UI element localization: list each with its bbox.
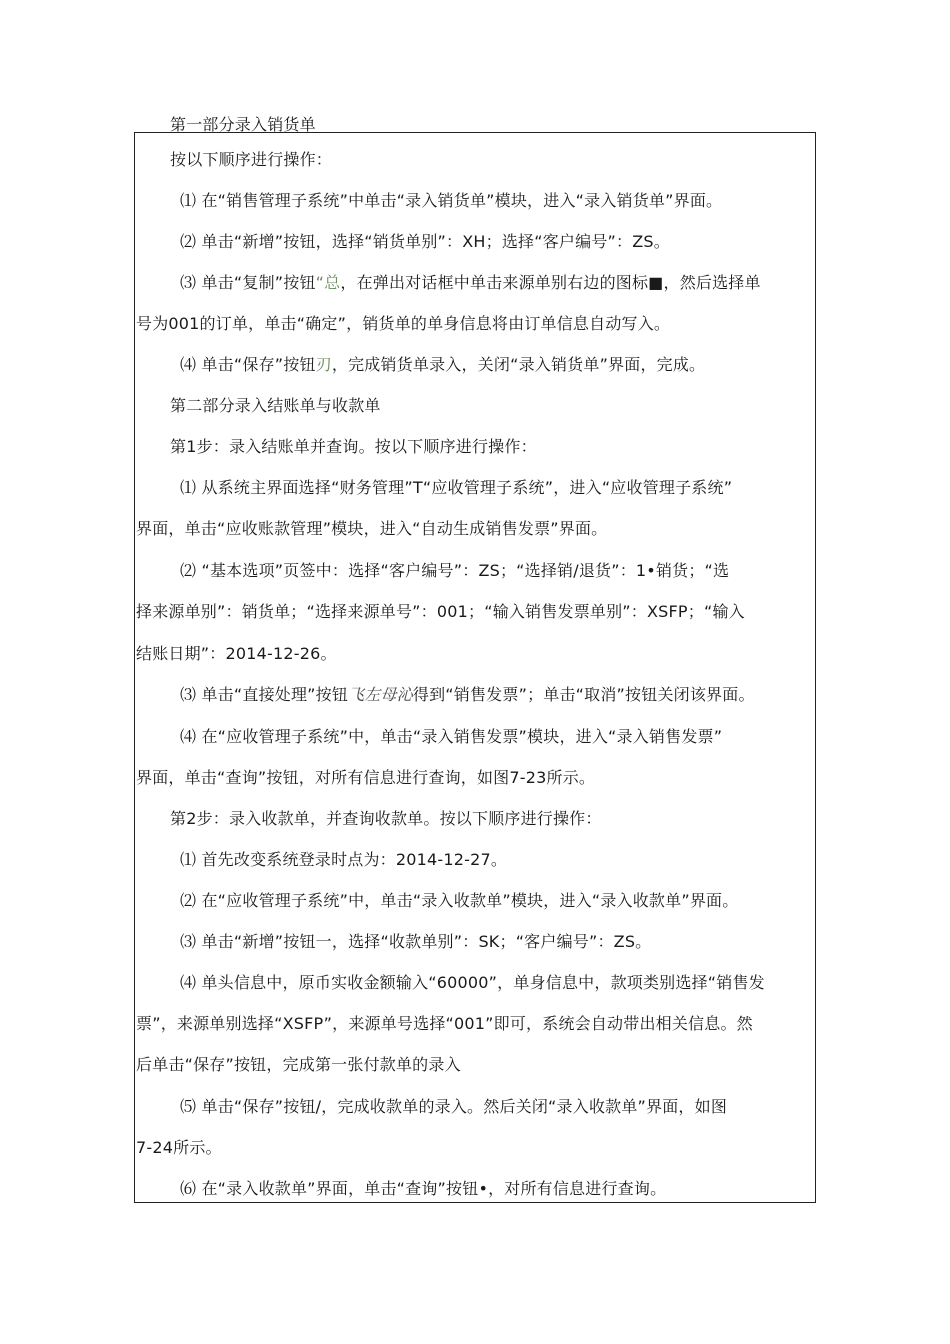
step2-item-4-cont2: 后单击“保存”按钮，完成第一张付款单的录入 bbox=[136, 1055, 461, 1074]
step2-item-3: ⑶ 单击“新增”按钮一，选择“收款单别”：SK；“客户编号”：ZS。 bbox=[180, 932, 652, 951]
step2-item-6: ⑹ 在“录入收款单”界面，单击“查询”按钮•，对所有信息进行查询。 bbox=[180, 1179, 667, 1198]
copy-button-icon: “总 bbox=[315, 273, 341, 292]
step1-item-1-cont: 界面，单击“应收账款管理”模块，进入“自动生成销售发票”界面。 bbox=[136, 519, 608, 538]
part1-step-3-text-b: ，在弹出对话框中单击来源单别右边的图标■，然后选择单 bbox=[340, 273, 761, 292]
part1-step-4-text-a: ⑷ 单击“保存”按钮 bbox=[180, 355, 316, 374]
step2-item-2: ⑵ 在“应收管理子系统”中，单击“录入收款单”模块，进入“录入收款单”界面。 bbox=[180, 891, 739, 910]
step2-item-1: ⑴ 首先改变系统登录时点为：2014-12-27。 bbox=[180, 850, 508, 869]
step2-item-4: ⑷ 单头信息中，原币实收金额输入“60000”，单身信息中，款项类别选择“销售发 bbox=[180, 973, 765, 992]
step1-item-3-text-a: ⑶ 单击“直接处理”按钮 bbox=[180, 685, 349, 704]
step1-item-2-cont: 择来源单别”：销货单；“选择来源单号”：001；“输入销售发票单别”：XSFP；“输入 bbox=[136, 602, 745, 621]
save-button-icon: 刃 bbox=[315, 355, 332, 374]
step2-item-5-cont: 7-24所示。 bbox=[136, 1138, 222, 1157]
step1-item-3-text-b: 得到“销售发票”；单击“取消”按钮关闭该界面。 bbox=[412, 685, 755, 704]
step1-item-3 bbox=[180, 684, 755, 706]
part1-step-3-text-a: ⑶ 单击“复制”按钮 bbox=[180, 273, 316, 292]
step1-title: 第1步：录入结账单并查询。按以下顺序进行操作： bbox=[170, 437, 537, 456]
step1-item-1: ⑴ 从系统主界面选择“财务管理”T“应收管理子系统”，进入“应收管理子系统” bbox=[180, 478, 733, 497]
direct-process-button-icon: 飞左母沁 bbox=[348, 685, 413, 704]
part1-intro: 按以下顺序进行操作： bbox=[170, 150, 333, 169]
step2-title: 第2步：录入收款单，并查询收款单。按以下顺序进行操作： bbox=[170, 809, 602, 828]
step1-item-4: ⑷ 在“应收管理子系统”中，单击“录入销售发票”模块，进入“录入销售发票” bbox=[180, 727, 723, 746]
part1-step-3 bbox=[180, 272, 761, 294]
step2-item-4-cont: 票”，来源单别选择“XSFP”，来源单号选择“001”即可，系统会自动带出相关信息。然 bbox=[136, 1014, 753, 1033]
part1-step-4 bbox=[180, 354, 705, 376]
part1-step-2: ⑵ 单击“新增”按钮，选择“销货单别”：XH；选择“客户编号”：ZS。 bbox=[180, 232, 670, 251]
part1-heading: 第一部分录入销货单 bbox=[170, 115, 316, 134]
step1-item-2: ⑵ “基本选项”页签中：选择“客户编号”：ZS；“选择销/退货”：1•销货；“选 bbox=[180, 561, 730, 580]
part2-heading: 第二部分录入结账单与收款单 bbox=[170, 396, 381, 415]
part1-step-3-cont: 号为001的订单，单击“确定”，销货单的单身信息将由订单信息自动写入。 bbox=[136, 314, 671, 333]
step1-item-2-cont2: 结账日期”：2014-12-26。 bbox=[136, 644, 337, 663]
step1-item-4-cont: 界面，单击“查询”按钮，对所有信息进行查询，如图7-23所示。 bbox=[136, 768, 596, 787]
part1-step-4-text-b: ，完成销货单录入，关闭“录入销货单”界面，完成。 bbox=[331, 355, 706, 374]
part1-step-1: ⑴ 在“销售管理子系统”中单击“录入销货单”模块，进入“录入销货单”界面。 bbox=[180, 191, 723, 210]
step2-item-5: ⑸ 单击“保存”按钮/，完成收款单的录入。然后关闭“录入收款单”界面，如图 bbox=[180, 1097, 728, 1116]
